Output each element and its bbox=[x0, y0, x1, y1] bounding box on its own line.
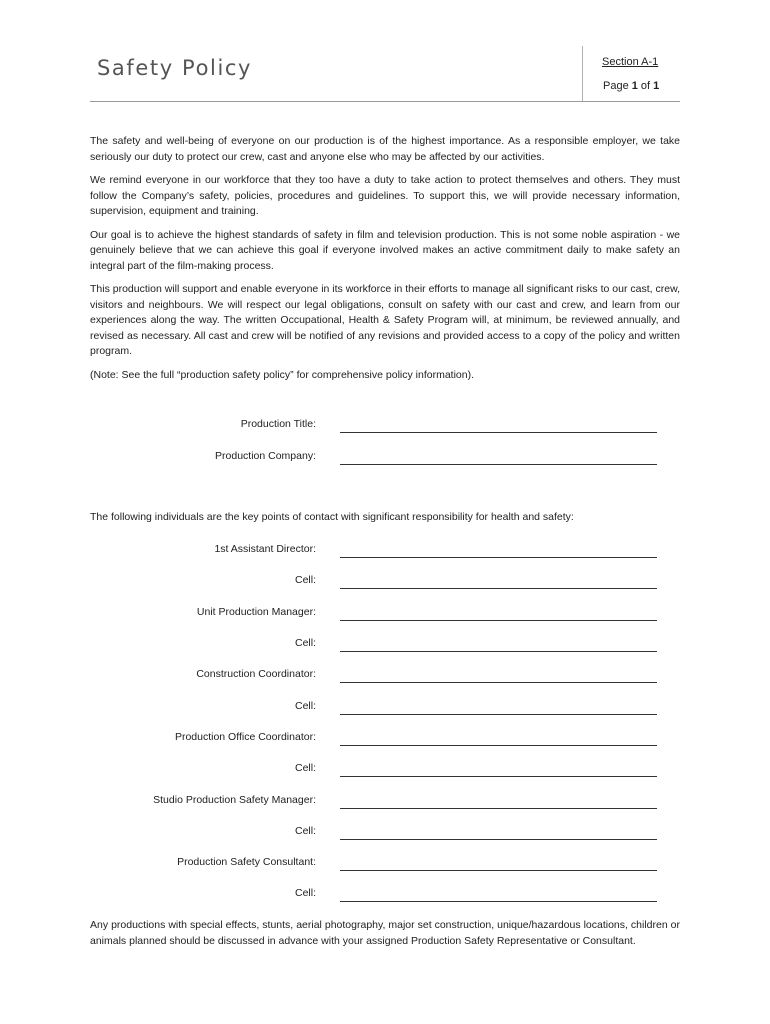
form-row-spsm-cell bbox=[90, 825, 680, 843]
page-total: 1 bbox=[653, 80, 660, 92]
policy-paragraph: This production will support and enable everyone in its workforce in their efforts to manage all significant risks to our cast, crew, visitors and neighbours. We will respect our legal obligations, consult on safety with our cast and crew, and learn from our experiences along the way. The written Occupational, Health & Safety Program will, at minimum, be reviewed annually, and revised as necessary. All cast and crew will be notified of any revisions and provided access to a copy of the policy and written program. bbox=[90, 283, 680, 357]
policy-paragraph: We remind everyone in our workforce that they too have a duty to take action to protect themselves and others. They must follow the Company’s safety, policies, procedures and guidelines. To support this, we will provide necessary information, supervision, equipment and training. bbox=[90, 174, 680, 217]
form-row-construction-cell bbox=[90, 700, 680, 718]
section-label: Section A-1 bbox=[602, 56, 659, 68]
page-prefix: Page bbox=[603, 80, 632, 92]
form-row-poc-cell bbox=[90, 762, 680, 780]
field-label: Cell: bbox=[294, 762, 316, 774]
first-assistant-director-field[interactable] bbox=[340, 557, 657, 558]
construction-coordinator-field[interactable] bbox=[340, 682, 657, 683]
policy-paragraph: The safety and well-being of everyone on our production is of the highest importance. As a responsible employer, we take seriously our duty to protect our crew, cast and anyone else who may be affected by our activities. bbox=[90, 135, 680, 163]
production-company-field[interactable] bbox=[340, 464, 657, 465]
form-row-spsm bbox=[90, 794, 680, 812]
field-label: Construction Coordinator: bbox=[196, 668, 316, 680]
page-of: of bbox=[637, 80, 654, 92]
construction-coordinator-cell-field[interactable] bbox=[340, 714, 657, 715]
field-label: Cell: bbox=[294, 637, 316, 649]
form-row-upm bbox=[90, 606, 680, 624]
page-title: Safety Policy bbox=[97, 56, 253, 80]
first-assistant-director-cell-field[interactable] bbox=[340, 588, 657, 589]
header-divider bbox=[90, 101, 680, 102]
field-label: 1st Assistant Director: bbox=[214, 543, 316, 555]
form-row-production-company bbox=[90, 450, 680, 468]
closing-paragraph: Any productions with special effects, stunts, aerial photography, major set construction, unique/hazardous locations, children or animals planned should be discussed in advance with your assigned Production Safety Representative or Consultant. bbox=[90, 919, 680, 947]
field-label: Cell: bbox=[294, 825, 316, 837]
form-row-psc bbox=[90, 856, 680, 874]
page-current: 1 bbox=[631, 80, 638, 92]
production-office-coordinator-cell-field[interactable] bbox=[340, 776, 657, 777]
field-label: Production Office Coordinator: bbox=[174, 731, 316, 743]
policy-body bbox=[90, 134, 680, 391]
form-row-production-title bbox=[90, 418, 680, 436]
contacts-intro: The following individuals are the key points of contact with significant responsibility for health and safety: bbox=[90, 511, 574, 523]
field-label: Studio Production Safety Manager: bbox=[153, 794, 316, 806]
field-label: Cell: bbox=[294, 700, 316, 712]
header-divider-vertical bbox=[582, 46, 583, 102]
form-row-1st-ad bbox=[90, 543, 680, 561]
field-label: Production Company: bbox=[215, 450, 316, 462]
production-safety-consultant-cell-field[interactable] bbox=[340, 901, 657, 902]
field-label: Cell: bbox=[294, 887, 316, 899]
policy-paragraph: Our goal is to achieve the highest standards of safety in film and television production. This is not some noble aspiration - we genuinely believe that we can achieve this goal if everyone involved makes an active commitment daily to make safety an integral part of the film-making process. bbox=[90, 228, 680, 272]
form-row-construction bbox=[90, 668, 680, 686]
form-row-1st-ad-cell bbox=[90, 574, 680, 592]
production-safety-consultant-field[interactable] bbox=[340, 870, 657, 871]
form-row-upm-cell bbox=[90, 637, 680, 655]
page-number bbox=[603, 80, 659, 92]
production-title-field[interactable] bbox=[340, 432, 657, 433]
unit-production-manager-cell-field[interactable] bbox=[340, 651, 657, 652]
field-label: Unit Production Manager: bbox=[196, 606, 316, 618]
form-row-psc-cell bbox=[90, 887, 680, 905]
field-label: Production Safety Consultant: bbox=[177, 856, 316, 868]
studio-production-safety-manager-cell-field[interactable] bbox=[340, 839, 657, 840]
policy-note: (Note: See the full “production safety policy” for comprehensive policy information). bbox=[90, 368, 475, 381]
field-label: Production Title: bbox=[240, 418, 316, 430]
unit-production-manager-field[interactable] bbox=[340, 620, 657, 621]
production-office-coordinator-field[interactable] bbox=[340, 745, 657, 746]
field-label: Cell: bbox=[294, 574, 316, 586]
studio-production-safety-manager-field[interactable] bbox=[340, 808, 657, 809]
form-row-poc bbox=[90, 731, 680, 749]
